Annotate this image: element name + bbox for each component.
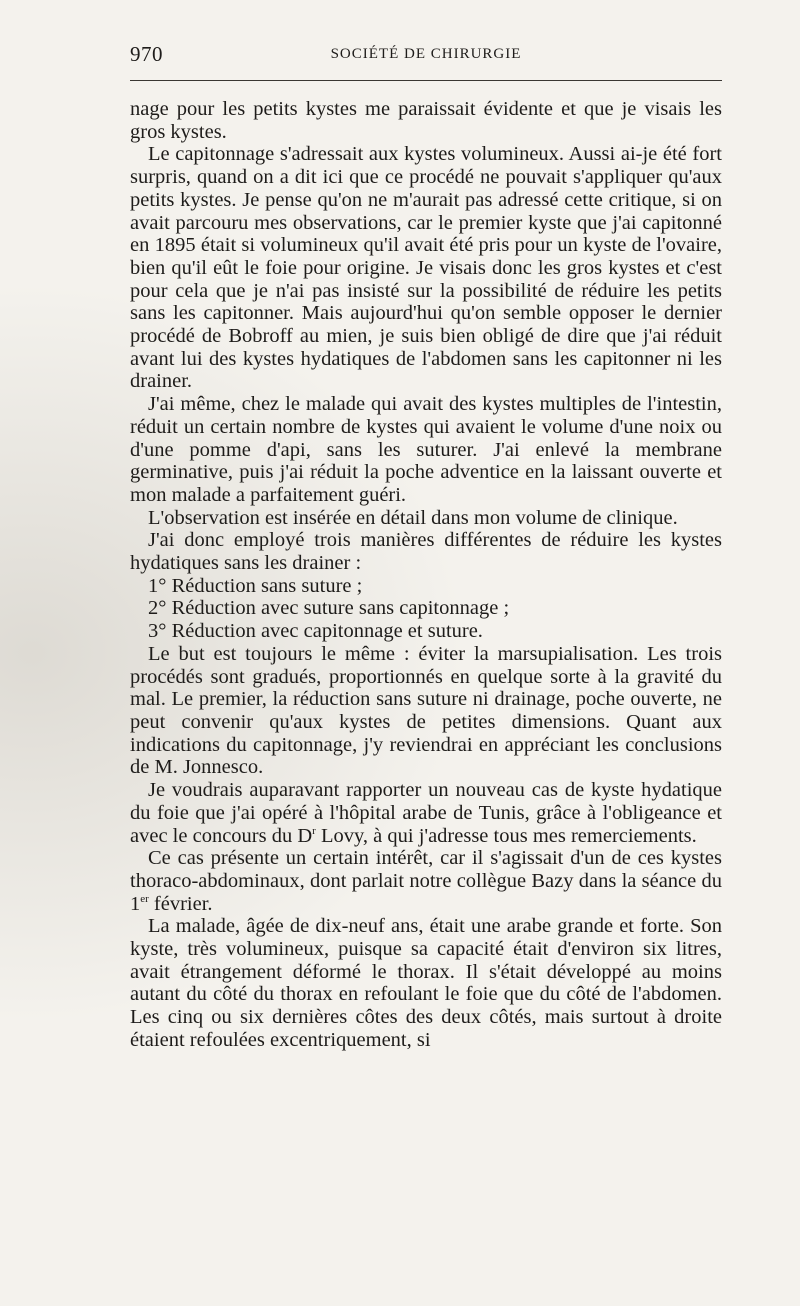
superscript: er bbox=[140, 892, 149, 905]
paragraph-text: février. bbox=[148, 892, 213, 915]
paragraph: Le but est toujours le même : éviter la marsupialisation. Les trois procédés sont gradués, proportionnés en quelque sorte à la gravité du mal. Le premier, la réduction sans suture ni drainage, poche ouverte, ne peut convenir qu'aux kystes de petites dimensions. Quant aux indications du capitonnage, j'y reviendrai en appréciant les conclusions de M. Jonnesco. bbox=[130, 642, 722, 779]
list-item: 1° Réduction sans suture ; bbox=[148, 574, 363, 597]
header-rule bbox=[130, 80, 722, 81]
paragraph-text: Ce cas présente un certain intérêt, car il s'agissait d'un de ces kystes thoraco-abdominaux, dont parlait notre collègue Bazy dans la séance du 1 bbox=[130, 847, 722, 915]
superscript: r bbox=[312, 824, 316, 837]
list-item: 3° Réduction avec capitonnage et suture. bbox=[148, 620, 483, 643]
paragraph bbox=[130, 847, 722, 915]
running-title: SOCIÉTÉ DE CHIRURGIE bbox=[330, 46, 522, 62]
paragraph bbox=[130, 779, 722, 847]
paragraph-text: Je voudrais auparavant rapporter un nouveau cas de kyste hydatique du foie que j'ai opéré à l'hôpital arabe de Tunis, grâce à l'obligeance et avec le concours du D bbox=[130, 779, 722, 847]
page-header bbox=[130, 42, 722, 70]
paragraph: nage pour les petits kystes me paraissait évidente et que je visais les gros kystes. bbox=[130, 98, 722, 143]
paragraph: La malade, âgée de dix-neuf ans, était une arabe grande et forte. Son kyste, très volumineux, puisque sa capacité était d'environ six litres, avait étrangement déformé le thorax. Il s'était développé au moins autant du côté du thorax en refoulant le foie que du côté de l'abdomen. Les cinq ou six dernières côtes des deux côtés, mais surtout à droite étaient refoulées excentriquement, si bbox=[130, 915, 722, 1051]
paragraph: L'observation est insérée en détail dans mon volume de clinique. bbox=[148, 506, 678, 529]
page-number: 970 bbox=[130, 42, 163, 66]
paragraph: Le capitonnage s'adressait aux kystes volumineux. Aussi ai-je été fort surpris, quand on a dit ici que ce procédé ne pouvait s'appliquer qu'aux petits kystes. Je pense qu'on ne m'aurait pas adressé cette critique, si on avait parcouru mes observations, car le premier kyste que j'ai capitonné en 1895 était si volumineux qu'il avait été pris pour un kyste de l'ovaire, bien qu'il eût le foie pour origine. Je visais donc les gros kystes et c'est pour cela que je n'ai pas insisté sur la possibilité de réduire les petits sans les capitonner. Mais aujourd'hui qu'on semble opposer le dernier procédé de Bobroff au mien, je suis bien obligé de dire que j'ai réduit avant lui des kystes hydatiques de l'abdomen sans les capitonner ni les drainer. bbox=[130, 143, 722, 393]
paragraph-text: Lovy, à qui j'adresse tous mes remerciements. bbox=[315, 824, 697, 847]
body-text bbox=[130, 98, 722, 1052]
paragraph: J'ai donc employé trois manières différentes de réduire les kystes hydatiques sans les drainer : bbox=[130, 529, 722, 575]
list-item: 2° Réduction avec suture sans capitonnage ; bbox=[148, 597, 510, 620]
paragraph: J'ai même, chez le malade qui avait des kystes multiples de l'intestin, réduit un certain nombre de kystes qui avaient le volume d'une noix ou d'une pomme d'api, sans les suturer. J'ai enlevé la membrane germinative, puis j'ai réduit la poche adventice en la laissant ouverte et mon malade a parfaitement guéri. bbox=[130, 393, 722, 506]
